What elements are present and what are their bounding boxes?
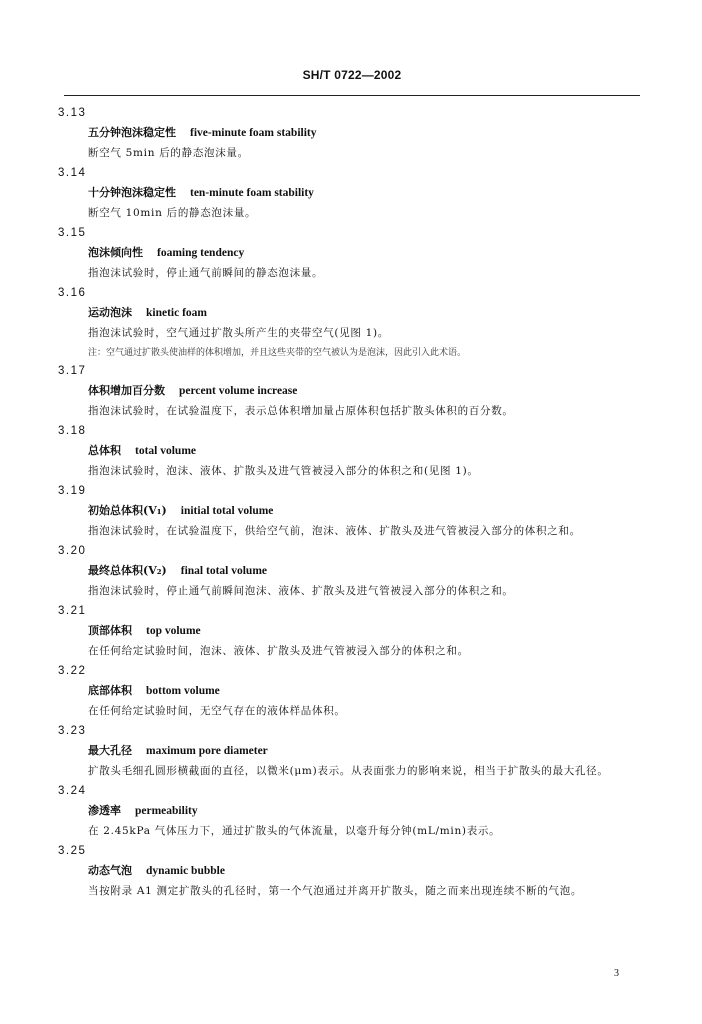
term-title-zh: 渗透率	[88, 804, 121, 817]
term-title	[88, 561, 642, 581]
term-number: 3.14	[58, 167, 87, 179]
term-note: 注：空气通过扩散头使油样的体积增加，并且这些夹带的空气被认为是泡沫，因此引入此术语。	[88, 348, 467, 358]
term-3-22	[58, 662, 642, 722]
term-title	[88, 681, 642, 701]
term-definition: 断空气 5min 后的静态泡沫量。	[88, 147, 249, 159]
term-title	[88, 303, 642, 323]
term-definition: 在任何给定试验时间，泡沫、液体、扩散头及进气管被浸入部分的体积之和。	[88, 645, 469, 657]
page-number: 3	[614, 968, 619, 979]
term-title-zh: 五分钟泡沫稳定性	[88, 126, 176, 139]
term-title-en: total volume	[135, 445, 197, 457]
header-rule	[64, 95, 640, 96]
term-title-zh: 泡沫倾向性	[88, 246, 143, 259]
term-title	[88, 381, 642, 401]
term-title-zh: 动态气泡	[88, 864, 132, 877]
term-title	[88, 441, 642, 461]
term-title	[88, 741, 642, 761]
term-title-en: five-minute foam stability	[190, 127, 317, 139]
term-title-zh: 运动泡沫	[88, 306, 132, 319]
term-title-en: initial total volume	[180, 505, 274, 517]
term-definition: 指泡沫试验时，在试验温度下，供给空气前，泡沫、液体、扩散头及进气管被浸入部分的体积之和。	[88, 525, 581, 537]
term-definition: 当按附录 A1 测定扩散头的孔径时，第一个气泡通过并离开扩散头，随之而来出现连续不断的气泡。	[88, 885, 583, 897]
term-title	[88, 861, 642, 881]
term-title-zh: 顶部体积	[88, 624, 132, 637]
term-3-14	[58, 164, 642, 224]
terms-list	[58, 104, 642, 902]
term-definition: 在 2.45kPa 气体压力下，通过扩散头的气体流量，以毫升每分钟(mL/min)表示。	[88, 825, 501, 837]
term-3-24	[58, 782, 642, 842]
term-3-13	[58, 104, 642, 164]
term-3-18	[58, 422, 642, 482]
term-definition: 指泡沫试验时，泡沫、液体、扩散头及进气管被浸入部分的体积之和(见图 1)。	[88, 465, 479, 477]
term-number: 3.15	[58, 227, 87, 239]
term-3-21	[58, 602, 642, 662]
term-number: 3.22	[58, 665, 87, 677]
term-title-zh: 体积增加百分数	[88, 384, 165, 397]
standard-header: SH/T 0722—2002	[302, 68, 402, 82]
term-definition: 指泡沫试验时，停止通气前瞬间泡沫、液体、扩散头及进气管被浸入部分的体积之和。	[88, 585, 514, 597]
term-title-en: maximum pore diameter	[146, 745, 268, 757]
term-number: 3.19	[58, 485, 87, 497]
term-number: 3.20	[58, 545, 87, 557]
term-3-16	[58, 284, 642, 362]
term-title-zh: 十分钟泡沫稳定性	[88, 186, 176, 199]
term-number: 3.25	[58, 845, 87, 857]
term-title-en: permeability	[135, 805, 198, 817]
term-number: 3.21	[58, 605, 87, 617]
term-title	[88, 183, 642, 203]
term-definition: 指泡沫试验时，在试验温度下，表示总体积增加量占原体积包括扩散头体积的百分数。	[88, 405, 514, 417]
term-3-25	[58, 842, 642, 902]
term-number: 3.23	[58, 725, 87, 737]
term-title-en: kinetic foam	[146, 307, 208, 319]
term-3-20	[58, 542, 642, 602]
term-title-en: dynamic bubble	[146, 865, 225, 877]
term-3-17	[58, 362, 642, 422]
term-3-15	[58, 224, 642, 284]
term-3-23	[58, 722, 642, 782]
term-title-zh: 最终总体积(V₂)	[88, 564, 167, 577]
term-definition: 指泡沫试验时，空气通过扩散头所产生的夹带空气(见图 1)。	[88, 327, 390, 339]
term-title-zh: 最大孔径	[88, 744, 132, 757]
term-title-zh: 总体积	[88, 444, 121, 457]
term-title	[88, 801, 642, 821]
term-number: 3.17	[58, 365, 87, 377]
term-number: 3.18	[58, 425, 87, 437]
term-number: 3.13	[58, 107, 87, 119]
term-title-en: ten-minute foam stability	[190, 187, 314, 199]
term-title	[88, 123, 642, 143]
term-3-19	[58, 482, 642, 542]
term-number: 3.16	[58, 287, 87, 299]
term-title-en: top volume	[146, 625, 201, 637]
term-definition: 扩散头毛细孔圆形横截面的直径，以微米(μm)表示。从表面张力的影响来说，相当于扩散头的最大孔径。	[88, 765, 609, 777]
term-title-en: final total volume	[180, 565, 268, 577]
term-number: 3.24	[58, 785, 87, 797]
term-definition: 在任何给定试验时间，无空气存在的液体样品体积。	[88, 705, 346, 717]
term-title-zh: 底部体积	[88, 684, 132, 697]
term-title	[88, 501, 642, 521]
term-title	[88, 621, 642, 641]
term-definition: 指泡沫试验时，停止通气前瞬间的静态泡沫量。	[88, 267, 324, 279]
term-definition: 断空气 10min 后的静态泡沫量。	[88, 207, 257, 219]
term-title-zh: 初始总体积(V₁)	[88, 504, 167, 517]
term-title-en: foaming tendency	[157, 247, 245, 259]
term-title	[88, 243, 642, 263]
term-title-en: percent volume increase	[179, 385, 298, 397]
term-title-en: bottom volume	[146, 685, 220, 697]
